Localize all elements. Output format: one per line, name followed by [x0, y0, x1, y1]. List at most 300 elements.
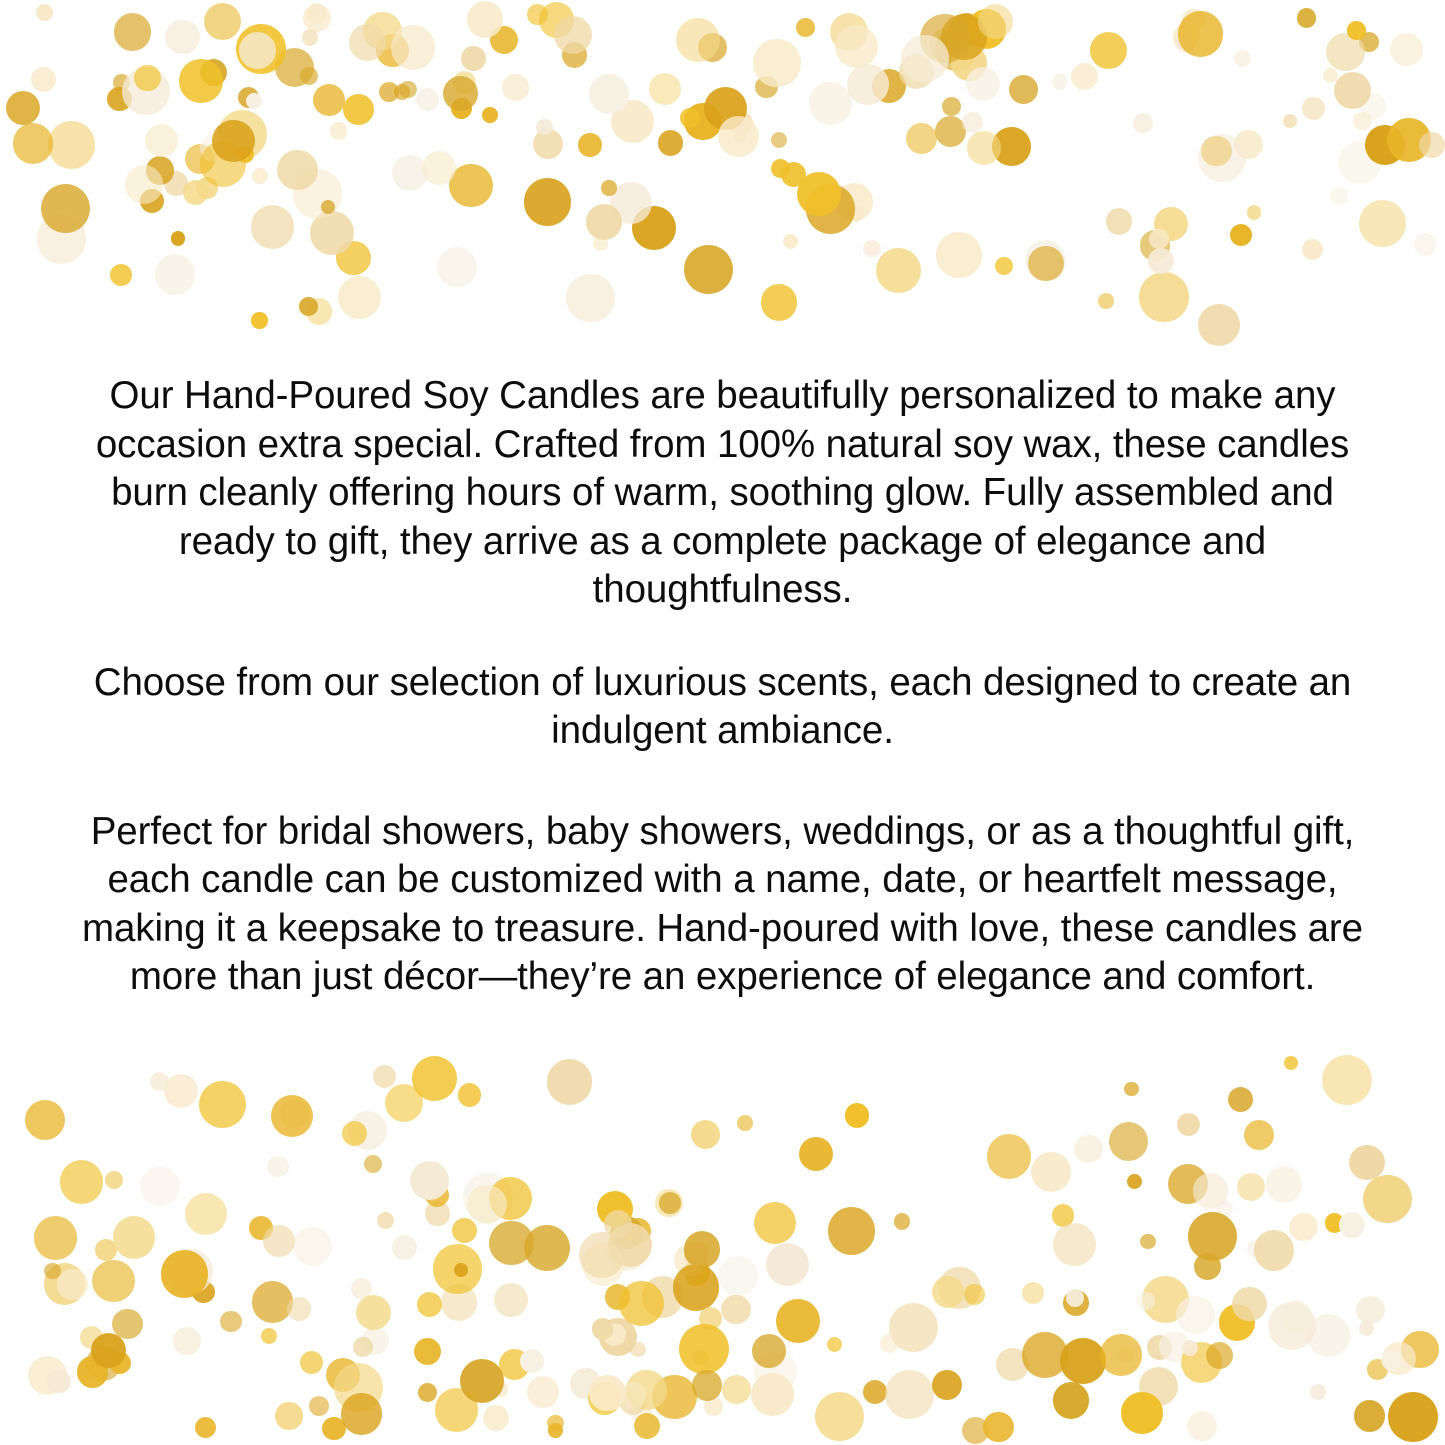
confetti-dot [848, 206, 864, 222]
confetti-dot [992, 127, 1030, 165]
confetti-dot [155, 254, 195, 294]
confetti-dot [610, 1216, 643, 1249]
confetti-dot [200, 134, 228, 162]
confetti-dot [1302, 239, 1323, 260]
confetti-dot [1283, 114, 1297, 128]
confetti-dot [1247, 205, 1262, 220]
confetti-dot [44, 1263, 61, 1280]
confetti-dot [196, 177, 218, 199]
confetti-dot [275, 1402, 303, 1430]
confetti-dot [236, 24, 286, 74]
confetti-dot [1022, 1332, 1068, 1378]
confetti-dot [619, 1387, 647, 1415]
confetti-dot [306, 298, 332, 324]
confetti-dot [751, 1373, 794, 1416]
confetti-dot [1031, 1152, 1071, 1192]
confetti-dot [524, 178, 571, 225]
confetti-dot [880, 1334, 899, 1353]
confetti-dot [1326, 33, 1365, 72]
confetti-dot [1178, 11, 1223, 56]
confetti-dot [437, 247, 477, 287]
confetti-dot [827, 1337, 842, 1352]
confetti-dot [252, 168, 268, 184]
confetti-dot [815, 1392, 864, 1441]
confetti-dot [964, 1284, 985, 1305]
confetti-dot [607, 1231, 647, 1271]
confetti-dot [942, 97, 961, 116]
confetti-dot [1028, 246, 1063, 281]
paragraph-3: Perfect for bridal showers, baby showers, weddings, or as a thoughtful gift, each candle can be customized with a name, date, or heartfelt message, making it a keepsake to treasure. Hand-poured with love, these candles are more than just décor—they’re an experience of elegance and comfort. [82, 809, 1363, 998]
confetti-dot [394, 84, 410, 100]
confetti-dot [1175, 32, 1196, 53]
confetti-dot [1053, 1223, 1096, 1266]
confetti-dot [200, 59, 227, 86]
confetti-dot [1363, 1175, 1412, 1224]
confetti-dot [1268, 1302, 1316, 1350]
confetti-dot [1066, 1289, 1084, 1307]
confetti-dot [483, 1405, 509, 1431]
confetti-dot [417, 1292, 442, 1317]
confetti-dot [799, 1137, 833, 1171]
confetti-dot [80, 1326, 103, 1349]
confetti-dot [114, 13, 151, 50]
confetti-dot [105, 1171, 123, 1189]
confetti-dot [1323, 68, 1338, 83]
confetti-dot [293, 1227, 332, 1266]
confetti-dot [356, 1295, 391, 1330]
confetti-dot [91, 1333, 127, 1369]
confetti-dot [996, 1348, 1029, 1381]
confetti-dot [363, 12, 401, 50]
confetti-dot [1234, 130, 1263, 159]
confetti-dot [809, 82, 853, 126]
confetti-dot [547, 1415, 564, 1432]
confetti-dot [932, 1370, 962, 1400]
confetti-dot [192, 1281, 214, 1303]
confetti-dot [173, 1327, 201, 1355]
confetti-dot [460, 1359, 504, 1403]
confetti-dot [899, 54, 934, 89]
confetti-dot [1181, 1342, 1222, 1383]
confetti-dot [287, 1297, 311, 1321]
confetti-dot [626, 1370, 667, 1411]
confetti-dot [92, 1260, 135, 1303]
confetti-dot [733, 128, 747, 142]
confetti-dot [140, 1167, 179, 1206]
confetti-dot [1182, 9, 1204, 31]
confetti-dot [1090, 32, 1127, 69]
confetti-dot [632, 206, 676, 250]
confetti-dot [599, 1318, 636, 1355]
confetti-dot [652, 1375, 696, 1419]
confetti-dot [1244, 1120, 1274, 1150]
confetti-dot [482, 107, 498, 123]
confetti-dot [830, 13, 868, 51]
confetti-dot [391, 25, 436, 70]
confetti-dot [239, 32, 276, 69]
confetti-dot [494, 1382, 508, 1396]
confetti-dot [449, 164, 492, 207]
confetti-dot [962, 1417, 989, 1444]
confetti-dot [122, 68, 170, 116]
confetti-dot [336, 241, 371, 276]
confetti-dot [204, 3, 241, 40]
confetti-dot [1381, 1350, 1402, 1371]
confetti-dot [422, 151, 456, 185]
confetti-dot [463, 1173, 513, 1223]
confetti-dot [755, 76, 777, 98]
confetti-dot [967, 9, 1007, 49]
confetti-dot [1302, 97, 1325, 120]
confetti-dot [547, 1059, 592, 1104]
confetti-dot [524, 1225, 570, 1271]
confetti-dot [34, 1216, 78, 1260]
confetti-dot [443, 76, 478, 111]
confetti-dot [261, 1328, 277, 1344]
confetti-dot [271, 1095, 313, 1137]
confetti-dot [351, 1278, 372, 1299]
confetti-dot [691, 1120, 721, 1150]
confetti-dot [150, 1072, 169, 1091]
confetti-dot [536, 119, 553, 136]
confetti-dot [134, 65, 160, 91]
confetti-dot [684, 1241, 709, 1266]
confetti-dot [967, 131, 1000, 164]
confetti-dot [761, 284, 797, 320]
confetti-dot [293, 169, 343, 219]
confetti-dot [183, 180, 209, 206]
confetti-dot [1187, 1411, 1217, 1441]
confetti-dot [310, 211, 354, 255]
confetti-dot [1109, 1122, 1148, 1161]
confetti-dot [578, 133, 601, 156]
confetti-dot [608, 1223, 652, 1267]
confetti-dot [179, 59, 223, 103]
confetti-dot [251, 205, 295, 249]
confetti-dot [796, 18, 814, 36]
confetti-dot [1133, 113, 1153, 133]
confetti-dot [610, 182, 652, 224]
confetti-dot [885, 1370, 934, 1419]
confetti-dot [1232, 1287, 1267, 1322]
confetti-dot [845, 1103, 870, 1128]
confetti-dot [932, 1276, 964, 1308]
confetti-dot [894, 1213, 911, 1230]
confetti-dot [1234, 50, 1252, 68]
confetti-dot [628, 1397, 652, 1421]
gold-confetti-bottom-decoration [0, 1045, 1445, 1445]
confetti-dot [44, 1263, 85, 1304]
confetti-dot [499, 1349, 530, 1380]
confetti-dot [1419, 132, 1445, 158]
confetti-dot [1127, 1174, 1142, 1189]
confetti-dot [1182, 1340, 1198, 1356]
confetti-dot [766, 1243, 809, 1286]
confetti-dot [1176, 1296, 1214, 1334]
confetti-dot [171, 231, 186, 246]
confetti-dot [722, 1375, 751, 1404]
confetti-dot [263, 1225, 295, 1257]
confetti-dot [36, 4, 53, 21]
confetti-dot [634, 1413, 660, 1439]
confetti-dot [412, 1056, 457, 1101]
confetti-dot [1219, 1304, 1256, 1341]
confetti-dot [589, 74, 629, 114]
confetti-dot [983, 1412, 1014, 1443]
confetti-dot [1139, 272, 1189, 322]
confetti-dot [145, 124, 178, 157]
confetti-dot [451, 98, 472, 119]
confetti-dot [1338, 141, 1381, 184]
confetti-dot [586, 204, 622, 240]
confetti-dot [1215, 1200, 1233, 1218]
confetti-dot [467, 1, 503, 37]
confetti-dot [1390, 33, 1423, 66]
confetti-dot [212, 120, 254, 162]
confetti-dot [659, 1192, 681, 1214]
confetti-dot [699, 1307, 722, 1330]
confetti-dot [978, 4, 1013, 39]
confetti-dot [376, 34, 409, 67]
confetti-dot [168, 1249, 213, 1294]
confetti-dot [1140, 230, 1171, 261]
confetti-dot [593, 235, 609, 251]
confetti-dot [658, 130, 683, 155]
confetti-dot [348, 1111, 388, 1151]
confetti-dot [604, 1210, 632, 1238]
confetti-dot [676, 18, 720, 62]
confetti-dot [1284, 1056, 1298, 1070]
paragraph-1: Our Hand-Poured Soy Candles are beautifully personalized to make any occasion extra special. Crafted from 100% natural soy wax, these candles burn cleanly offering hours of warm, soothing glow. Fully assembled and ready to gift, they arrive as a complete package of elegance and thoughtfulness. [95, 374, 1350, 611]
confetti-dot [781, 162, 806, 187]
confetti-dot [995, 257, 1013, 275]
confetti-dot [1359, 32, 1379, 52]
gold-confetti-top-decoration [0, 0, 1445, 360]
confetti-dot [433, 1244, 482, 1293]
confetti-dot [46, 1374, 61, 1389]
confetti-dot [425, 1183, 449, 1207]
confetti-dot [185, 144, 215, 174]
confetti-dot [684, 103, 721, 140]
confetti-dot [13, 123, 54, 164]
confetti-dot [589, 1375, 626, 1412]
confetti-dot [566, 274, 615, 323]
confetti-dot [95, 1239, 117, 1261]
confetti-dot [754, 1202, 796, 1244]
confetti-dot [1063, 1290, 1089, 1316]
confetti-dot [935, 116, 967, 148]
confetti-dot [1124, 1082, 1138, 1096]
confetti-dot [1098, 293, 1114, 309]
confetti-dot [962, 112, 983, 133]
confetti-dot [1359, 1321, 1374, 1336]
confetti-dot [1177, 1113, 1200, 1136]
confetti-dot [125, 165, 163, 203]
confetti-dot [425, 1201, 449, 1225]
confetti-dot [452, 1218, 477, 1243]
confetti-dot [1071, 63, 1098, 90]
confetti-dot [1356, 1296, 1384, 1324]
confetti-dot [1339, 1212, 1365, 1238]
confetti-dot [110, 264, 132, 286]
confetti-dot [938, 1267, 981, 1310]
confetti-dot [582, 1243, 625, 1286]
confetti-dot [797, 172, 841, 216]
confetti-dot [680, 108, 700, 128]
confetti-dot [338, 276, 381, 319]
confetti-dot [343, 94, 375, 126]
confetti-dot [642, 1276, 684, 1318]
confetti-dot [353, 1337, 373, 1357]
confetti-dot [416, 88, 439, 111]
confetti-dot [140, 189, 164, 213]
confetti-dot [1100, 1334, 1141, 1375]
confetti-dot [527, 4, 548, 25]
confetti-dot [377, 1212, 394, 1229]
confetti-dot [592, 1318, 613, 1339]
confetti-dot [674, 1244, 706, 1276]
confetti-dot [836, 183, 874, 221]
confetti-dot [418, 1383, 437, 1402]
confetti-dot [520, 1349, 544, 1373]
confetti-dot [1159, 1331, 1190, 1362]
confetti-dot [441, 1284, 477, 1320]
confetti-dot [113, 1216, 156, 1259]
confetti-dot [889, 1303, 938, 1352]
confetti-dot [1382, 1342, 1415, 1375]
confetti-dot [1009, 75, 1038, 104]
confetti-dot [863, 240, 880, 257]
confetti-dot [1414, 233, 1437, 256]
description-text-block [60, 372, 1385, 1002]
confetti-dot [655, 1189, 683, 1217]
confetti-dot [1347, 21, 1365, 39]
confetti-dot [605, 1284, 631, 1310]
confetti-dot [28, 1356, 67, 1395]
confetti-dot [597, 1191, 633, 1227]
confetti-dot [1142, 1276, 1189, 1323]
confetti-dot [1367, 1359, 1388, 1380]
confetti-dot [570, 1368, 601, 1399]
confetti-dot [1168, 1164, 1208, 1204]
confetti-dot [341, 1393, 382, 1434]
confetti-dot [1360, 93, 1386, 119]
confetti-dot [453, 71, 476, 94]
confetti-dot [1353, 112, 1372, 131]
confetti-dot [146, 156, 174, 184]
confetti-dot [302, 29, 319, 46]
confetti-dot [112, 1309, 142, 1339]
confetti-dot [490, 26, 518, 54]
confetti-dot [321, 200, 335, 214]
confetti-dot [698, 33, 728, 63]
confetti-dot [47, 1370, 71, 1394]
confetti-dot [300, 1351, 323, 1374]
confetti-dot [109, 1352, 132, 1375]
confetti-dot [737, 1115, 753, 1131]
confetti-dot [37, 214, 86, 263]
confetti-dot [901, 35, 948, 82]
confetti-dot [1349, 1145, 1385, 1181]
confetti-dot [300, 67, 318, 85]
confetti-dot [1280, 1300, 1312, 1332]
confetti-dot [1198, 304, 1240, 346]
confetti-dot [1060, 1338, 1106, 1384]
confetti-dot [1266, 1166, 1303, 1203]
confetti-dot [458, 1083, 481, 1106]
confetti-dot [579, 1232, 626, 1279]
confetti-dot [107, 87, 131, 111]
confetti-dot [1149, 229, 1168, 248]
confetti-dot [57, 1269, 87, 1299]
confetti-dot [392, 1235, 417, 1260]
confetti-dot [1365, 125, 1405, 165]
confetti-dot [361, 1327, 389, 1355]
confetti-dot [649, 73, 681, 105]
confetti-dot [77, 1356, 108, 1387]
confetti-dot [313, 84, 345, 116]
confetti-dot [947, 42, 974, 69]
confetti-dot [195, 1417, 216, 1438]
confetti-dot [539, 2, 575, 38]
confetti-dot [776, 1299, 820, 1343]
confetti-dot [25, 1100, 65, 1140]
confetti-dot [601, 180, 616, 195]
confetti-dot [771, 159, 790, 178]
confetti-dot [771, 132, 787, 148]
confetti-dot [828, 1207, 875, 1254]
confetti-dot [704, 1397, 723, 1416]
confetti-dot [342, 1121, 367, 1146]
confetti-dot [1401, 1331, 1439, 1369]
confetti-dot [754, 1350, 797, 1393]
confetti-dot [467, 1185, 507, 1225]
confetti-dot [1310, 1384, 1326, 1400]
confetti-dot [721, 1295, 751, 1325]
confetti-dot [1025, 240, 1066, 281]
confetti-dot [753, 39, 801, 87]
confetti-dot [275, 48, 314, 87]
confetti-dot [489, 1177, 532, 1220]
confetti-dot [410, 1161, 449, 1200]
confetti-dot [806, 184, 856, 234]
confetti-dot [385, 1084, 424, 1123]
confetti-dot [1289, 1213, 1318, 1242]
confetti-dot [113, 74, 130, 91]
confetti-dot [533, 129, 563, 159]
confetti-dot [306, 3, 327, 24]
confetti-dot [41, 184, 90, 233]
confetti-dot [1354, 1400, 1386, 1432]
confetti-dot [1307, 1314, 1350, 1357]
confetti-dot [673, 1264, 720, 1311]
confetti-dot [414, 1338, 441, 1365]
confetti-dot [1118, 1347, 1134, 1363]
confetti-dot [1052, 74, 1067, 89]
confetti-dot [588, 1382, 621, 1415]
confetti-dot [494, 1283, 529, 1318]
confetti-dot [718, 1256, 758, 1296]
confetti-dot [949, 13, 985, 49]
confetti-dot [1147, 1335, 1172, 1360]
confetti-dot [277, 150, 317, 190]
confetti-dot [31, 67, 56, 92]
confetti-dot [185, 1193, 227, 1235]
confetti-dot [334, 1363, 384, 1413]
confetti-dot [1247, 1240, 1265, 1258]
confetti-dot [1106, 208, 1132, 234]
confetti-dot [783, 234, 798, 249]
